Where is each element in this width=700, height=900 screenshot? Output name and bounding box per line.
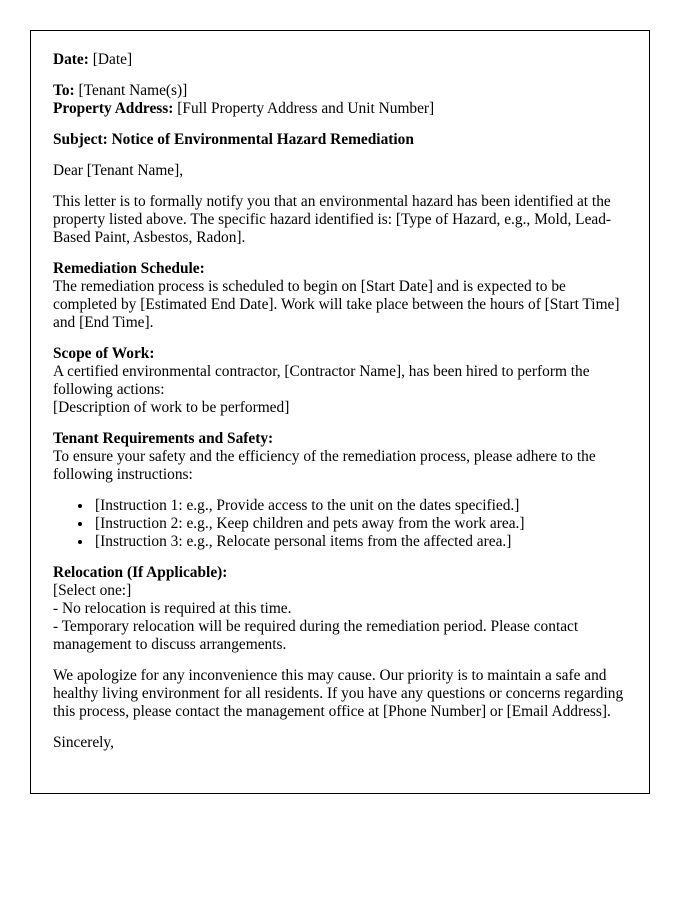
relocation-heading-text: Relocation (If Applicable): — [53, 564, 228, 581]
subject-line — [53, 131, 627, 149]
relocation-heading — [53, 564, 627, 582]
tenant-requirements-section — [53, 430, 627, 484]
letter-page — [30, 30, 650, 794]
remediation-schedule-heading — [53, 260, 627, 278]
date-label: Date: — [53, 51, 89, 68]
remediation-schedule-heading-text: Remediation Schedule: — [53, 260, 205, 277]
remediation-schedule-body: The remediation process is scheduled to begin on [Start Date] and is expected to be completed by [Estimated End Date]. Work will take place between the hours of [Start Time] and [End Time]. — [53, 278, 620, 331]
instruction-item-2: • [Instruction 2: e.g., Keep children and pets away from the work area.] — [93, 515, 627, 533]
scope-of-work-heading-text: Scope of Work: — [53, 345, 155, 362]
instruction-item-1: • [Instruction 1: e.g., Provide access to the unit on the dates specified.] — [93, 497, 627, 515]
relocation-section — [53, 564, 627, 654]
tenant-requirements-heading-text: Tenant Requirements and Safety: — [53, 430, 274, 447]
tenant-requirements-body: To ensure your safety and the efficiency of the remediation process, please adhere to the following instructions: — [53, 448, 596, 483]
instruction-item-3: • [Instruction 3: e.g., Relocate personal items from the affected area.] — [93, 533, 627, 551]
scope-of-work-section — [53, 345, 627, 417]
relocation-option-2: - Temporary relocation will be required during the remediation period. Please contact management to discuss arrangements. — [53, 618, 579, 653]
to-label: To: — [53, 82, 75, 99]
salutation: Dear [Tenant Name], — [53, 162, 184, 179]
property-address-line — [53, 100, 627, 118]
scope-of-work-description: [Description of work to be performed] — [53, 399, 290, 416]
scope-of-work-heading — [53, 345, 627, 363]
subject-text: Subject: Notice of Environmental Hazard Remediation — [53, 131, 414, 148]
tenant-requirements-heading — [53, 430, 627, 448]
remediation-schedule-section — [53, 260, 627, 332]
relocation-option-1: - No relocation is required at this time. — [53, 600, 292, 617]
relocation-select-prompt: [Select one:] — [53, 582, 132, 599]
to-line — [53, 82, 627, 100]
closing-paragraph: We apologize for any inconvenience this may cause. Our priority is to maintain a safe and healthy living environment for all residents. If you have any questions or concerns regarding this process, please contact the management office at [Phone Number] or [Email Address]. — [53, 667, 624, 720]
property-address-label: Property Address: — [53, 100, 174, 117]
instruction-list — [53, 497, 627, 551]
scope-of-work-body: A certified environmental contractor, [Contractor Name], has been hired to perform the following actions: — [53, 363, 590, 398]
date-value: [Date] — [92, 51, 133, 68]
property-address-value: [Full Property Address and Unit Number] — [177, 100, 435, 117]
date-line — [53, 51, 627, 69]
sign-off: Sincerely, — [53, 734, 114, 751]
intro-paragraph: This letter is to formally notify you that an environmental hazard has been identified at the property listed above. The specific hazard identified is: [Type of Hazard, e.g., Mold, Lead-Based Paint, Asbestos, Radon]. — [53, 193, 612, 246]
to-value: [Tenant Name(s)] — [78, 82, 188, 99]
recipient-block — [53, 82, 627, 118]
